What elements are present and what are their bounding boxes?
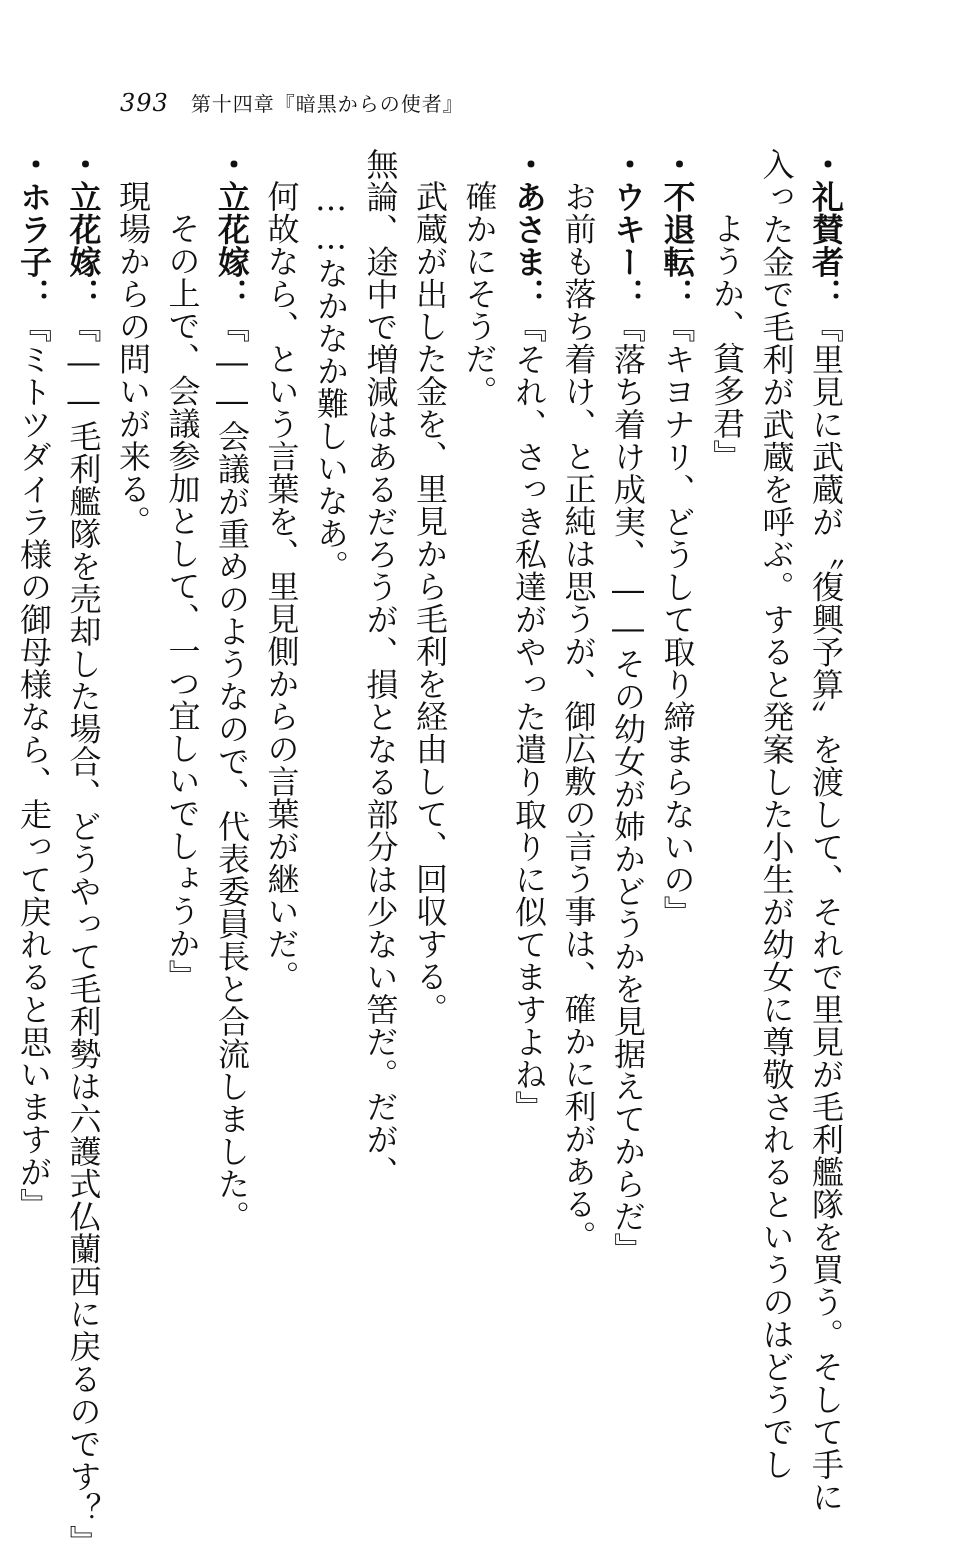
speaker-name: ・立花嫁：	[64, 148, 103, 311]
text-line	[58, 148, 108, 1558]
narration-text: 現場からの問いが来る。	[114, 180, 152, 538]
text-line	[9, 148, 59, 1328]
vertical-body-text	[15, 148, 850, 1558]
text-line	[405, 148, 455, 1328]
text-line	[702, 148, 752, 1328]
text-line	[355, 148, 405, 1328]
text-line	[751, 148, 801, 1481]
text-line	[108, 148, 158, 1328]
text-line	[207, 148, 257, 1328]
text-line	[454, 148, 504, 1328]
dialogue-text: 『ミトツダイラ様の御母様なら、走って戻れると思いますが』	[15, 310, 53, 1221]
text-line	[553, 148, 603, 1328]
dialogue-text: 入った金で毛利が武蔵を呼ぶ。すると発案した小生が幼女に尊敬されるというのはどうでし	[757, 148, 796, 1481]
text-line	[504, 148, 554, 1328]
dialogue-text: 『落ち着け成実、――その幼女が姉かどうかを見据えてからだ』	[609, 310, 647, 1265]
narration-text: 武蔵が出した金を、里見から毛利を経由して、回収する。	[411, 180, 449, 1025]
text-line	[157, 148, 207, 1328]
narration-text: お前も落ち着け、と正純は思うが、御広敷の言う事は、確かに利がある。	[559, 180, 598, 1253]
narration-text: ……なかなか難しいなあ。	[312, 180, 350, 582]
dialogue-text: 『キヨナリ、どうして取り締まらないの』	[658, 310, 697, 928]
running-header	[120, 88, 464, 118]
text-line	[603, 148, 653, 1328]
speaker-name: ・立花嫁：	[213, 148, 251, 311]
speaker-name: ・不退転：	[658, 148, 697, 311]
dialogue-text: 『里見に武蔵が〝復興予算〟を渡して、それで里見が毛利艦隊を買う。そして手に	[807, 310, 845, 1513]
text-line	[306, 148, 356, 1328]
dialogue-text: ようか、貧多君』	[708, 212, 746, 472]
speaker-name: ・ホラ子：	[15, 148, 53, 311]
dialogue-text: その上で、会議参加として、一つ宜しいでしょうか』	[163, 212, 202, 992]
text-line	[652, 148, 702, 1328]
text-line	[801, 148, 851, 1513]
dialogue-text: 『それ、さっき私達がやった遣り取りに似てますよね』	[510, 310, 548, 1123]
speaker-name: ・礼賛者：	[807, 148, 845, 311]
chapter-title: 第十四章『暗黒からの使者』	[190, 92, 464, 116]
dialogue-text: 『――会議が重めのようなので、代表委員長と合流しました。	[213, 310, 251, 1233]
text-line	[256, 148, 306, 1328]
narration-text: 確かにそうだ。	[460, 180, 499, 408]
narration-text: 無論、途中で増減はあるだろうが、損となる部分は少ない筈だ。だが、	[361, 148, 400, 1188]
page-number: 393	[120, 89, 169, 117]
speaker-name: ・あさま：	[510, 148, 548, 311]
narration-text: 何故なら、という言葉を、里見側からの言葉が継いだ。	[262, 180, 301, 993]
dialogue-text: 『――毛利艦隊を売却した場合、どうやって毛利勢は六護式仏蘭西に戻るのです？』	[64, 310, 103, 1558]
speaker-name: ・ウキー：	[609, 148, 647, 311]
